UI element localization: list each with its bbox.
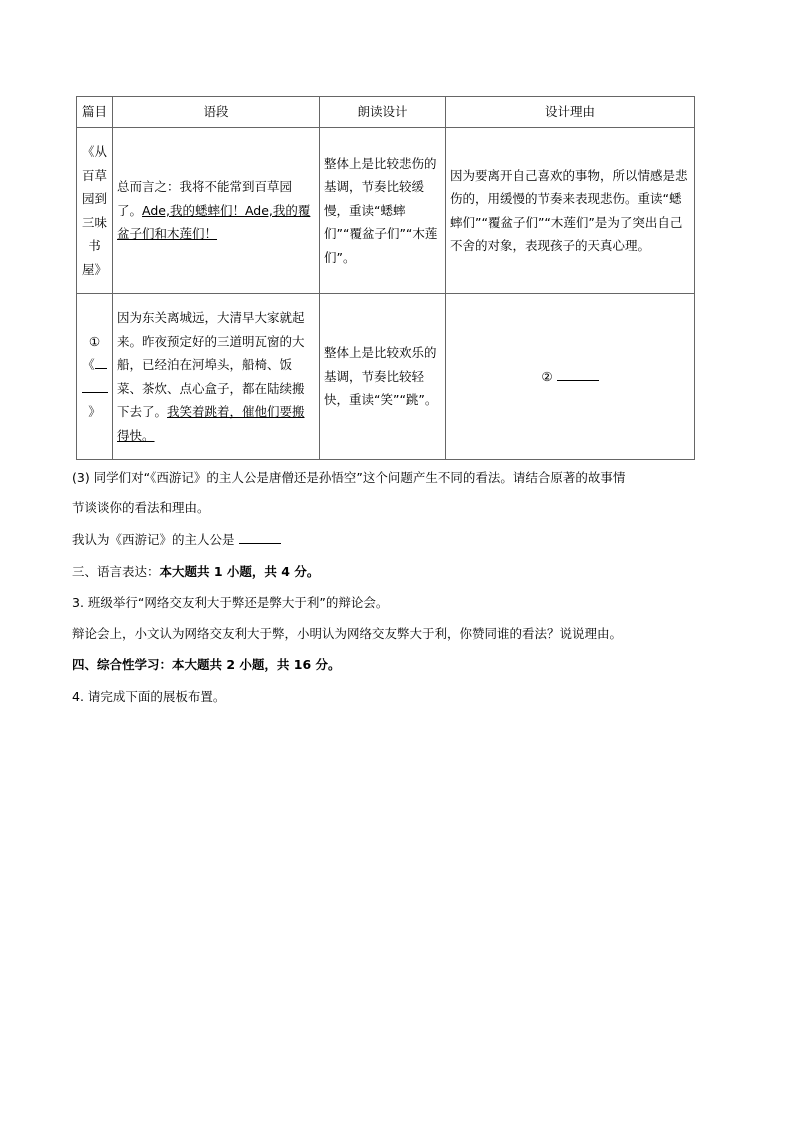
title-blank-2[interactable] bbox=[82, 392, 108, 393]
q3-line3: 我认为《西游记》的主人公是 bbox=[72, 530, 281, 550]
table-row bbox=[77, 128, 695, 294]
answer-blank[interactable] bbox=[239, 543, 281, 544]
header-title: 篇目 bbox=[77, 97, 113, 128]
row2-reason: ② bbox=[446, 294, 695, 460]
table-row bbox=[77, 294, 695, 460]
reason-blank[interactable] bbox=[557, 380, 599, 381]
row1-title: 《从 百草 园到 三味 书 屋》 bbox=[77, 128, 113, 294]
q4-line2: 辩论会上，小文认为网络交友利大于弊，小明认为网络交友弊大于利，你赞同谁的看法？说说理由。 bbox=[72, 626, 623, 641]
row2-passage: 因为东关离城远，大清早大家就起来。昨夜预定好的三道明瓦窗的大船，已经泊在河埠头，船椅、饭菜、茶炊、点心盒子，都在陆续搬下去了。我笑着跳着，催他们要搬得快。 bbox=[113, 294, 320, 460]
row1-reason: 因为要离开自己喜欢的事物，所以情感是悲伤的，用缓慢的节奏来表现悲伤。重读“蟋蟀们”“覆盆子们”“木莲们”是为了突出自己不舍的对象，表现孩子的天真心理。 bbox=[446, 128, 695, 294]
row1-passage: 总而言之：我将不能常到百草园了。Ade,我的蟋蟀们！Ade,我的覆盆子们和木莲们！ bbox=[113, 128, 320, 294]
section-heading-3: 三、语言表达：本大题共 1 小题，共 4 分。 bbox=[72, 564, 320, 579]
row2-passage-underlined: 我笑着跳着，催他们要搬得快。 bbox=[117, 404, 305, 443]
title-blank[interactable] bbox=[95, 368, 107, 369]
row1-design: 整体上是比较悲伤的基调，节奏比较缓慢，重读“蟋蟀们”“覆盆子们”“木莲们”。 bbox=[320, 128, 446, 294]
row2-title: ① 《 》 bbox=[77, 294, 113, 460]
q5-line1: 4. 请完成下面的展板布置。 bbox=[72, 689, 226, 704]
section-heading-4: 四、综合性学习：本大题共 2 小题，共 16 分。 bbox=[72, 657, 341, 672]
table-header-row bbox=[77, 97, 695, 128]
q4-line1: 3. 班级举行“网络交友利大于弊还是弊大于利”的辩论会。 bbox=[72, 595, 389, 610]
row2-design: 整体上是比较欢乐的基调，节奏比较轻快，重读“笑”“跳”。 bbox=[320, 294, 446, 460]
q3-line1: (3) 同学们对“《西游记》的主人公是唐僧还是孙悟空”这个问题产生不同的看法。请结合原著的故事情 bbox=[72, 470, 626, 485]
row1-passage-underlined: Ade,我的蟋蟀们！Ade,我的覆盆子们和木莲们！ bbox=[117, 202, 311, 242]
reading-design-table bbox=[76, 96, 695, 460]
header-design: 朗读设计 bbox=[320, 97, 446, 128]
header-passage: 语段 bbox=[113, 97, 320, 128]
header-reason: 设计理由 bbox=[446, 97, 695, 128]
q3-line2: 节谈谈你的看法和理由。 bbox=[72, 500, 210, 515]
